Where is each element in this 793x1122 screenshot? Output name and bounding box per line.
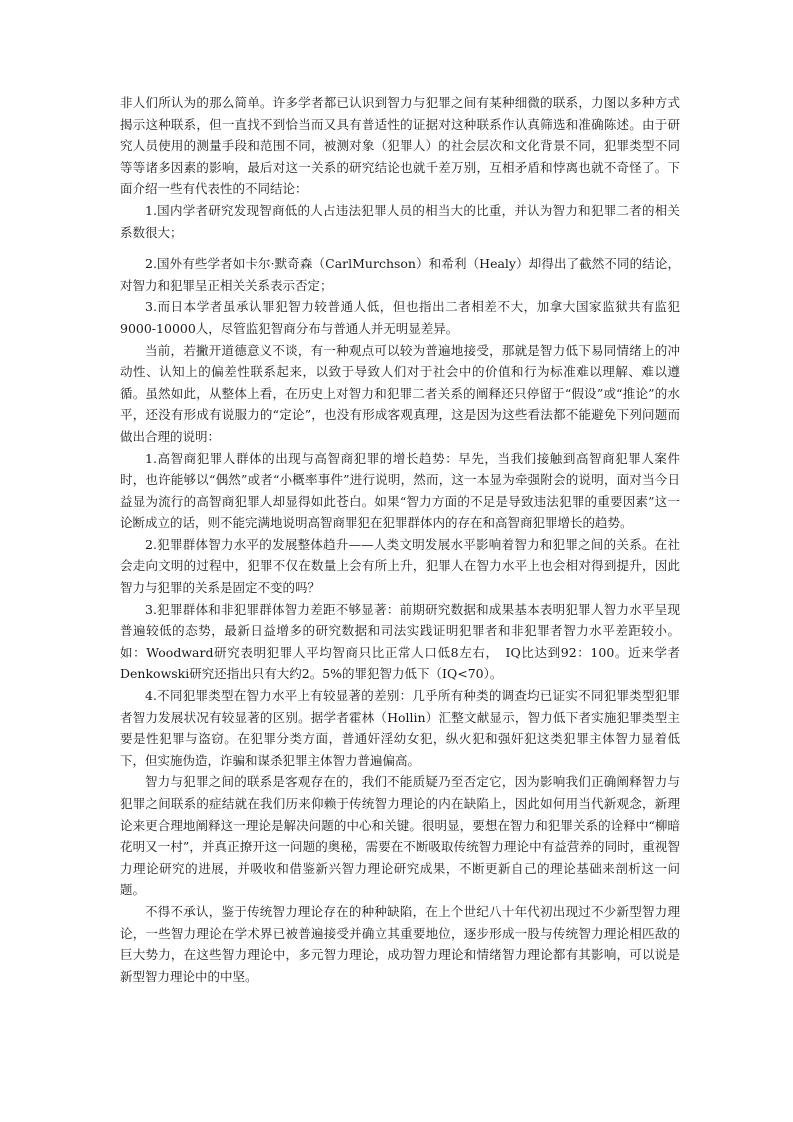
paragraph-intro-continued: 非人们所认为的那么简单。许多学者都已认识到智力与犯罪之间有某种细微的联系，力图以多种方式揭示这种联系，但一直找不到恰当而又具有普适性的证据对这种联系作认真筛选和准确陈述。由于研究人员使用的测量手段和范围不同，被测对象（犯罪人）的社会层次和文化背景不同，犯罪类型不同等等诸多因素的影响，最后对这一关系的研究结论也就千差万别，互相矛盾和悖离也就不奇怪了。下面介绍一些有代表性的不同结论：: [120, 95, 680, 197]
document-page: [120, 92, 680, 987]
paragraph-relationship: 智力与犯罪之间的联系是客观存在的，我们不能质疑乃至否定它，因为影响我们正确阐释智力与犯罪之间联系的症结就在我们历来仰赖于传统智力理论的内在缺陷上，因此如何用当代新观念，新理论来更合理地阐释这一理论是解决问题的中心和关键。很明显，要想在智力和犯罪关系的诠释中“柳暗花明又一村”，并真正撩开这一问题的奥秘，需要在不断吸取传统智力理论中有益营养的同时，重视智力理论研究的进展，并吸收和借鉴新兴智力理论研究成果，不断更新自己的理论基础来剖析这一问题。: [120, 774, 680, 898]
paragraph-new-theories: 不得不承认，鉴于传统智力理论存在的种种缺陷，在上个世纪八十年代初出现过不少新型智力理论，一些智力理论在学术界已被普遍接受并确立其重要地位，逐步形成一股与传统智力理论相匹敌的巨大势力，在这些智力理论中，多元智力理论，成功智力理论和情绪智力理论都有其影响，可以说是新型智力理论中的中坚。: [120, 903, 680, 984]
paragraph-issue-4: 4.不同犯罪类型在智力水平上有较显著的差别：几乎所有种类的调查均已证实不同犯罪类型犯罪者智力发展状况有较显著的区别。据学者霍林（Hollin）汇整文献显示，智力低下者实施犯罪类型主要是性犯罪与盗窃。在犯罪分类方面，普通奸淫幼女犯，纵火犯和强奸犯这类犯罪主体智力显着低下，但实施伪造，诈骗和谋杀犯罪主体智力普遍偏高。: [120, 688, 680, 768]
paragraph-issue-2: 2.犯罪群体智力水平的发展整体趋升——人类文明发展水平影响着智力和犯罪之间的关系。在社会走向文明的过程中，犯罪不仅在数量上会有所上升，犯罪人在智力水平上也会相对得到提升，因此智力与犯罪的关系是固定不变的吗？: [120, 536, 680, 596]
paragraph-conclusion-2: 2.国外有些学者如卡尔·默奇森（CarlMurchson）和希利（Healy）却得出了截然不同的结论，对智力和犯罪呈正相关关系表示否定；: [120, 256, 680, 293]
paragraph-issue-3: 3.犯罪群体和非犯罪群体智力差距不够显著：前期研究数据和成果基本表明犯罪人智力水平呈现普遍较低的态势，最新日益增多的研究数据和司法实践证明犯罪者和非犯罪者智力水平差距较小。如：Woodward研究表明犯罪人平均智商只比正常人口低8左右， IQ比达到92：100。近来学者Denkowski研究还指出只有大约2。5%的罪犯智力低下（IQ<70）。: [120, 601, 680, 682]
paragraph-conclusion-3: 3.而日本学者虽承认罪犯智力较普通人低，但也指出二者相差不大，加拿大国家监狱共有监犯9000-10000人，尽管监犯智商分布与普通人并无明显差异。: [120, 299, 680, 336]
paragraph-current-view: 当前，若撇开道德意义不谈，有一种观点可以较为普遍地接受，那就是智力低下易同情绪上的冲动性、认知上的偏差性联系起来，以致于导致人们对于社会中的价值和行为标准难以理解、难以遵循。虽然如此，从整体上看，在历史上对智力和犯罪二者关系的阐释还只停留于“假设”或“推论”的水平，还没有形成有说服力的“定论”，也没有形成客观真理，这是因为这些看法都不能避免下列问题而做出合理的说明：: [120, 342, 680, 444]
paragraph-conclusion-1: 1.国内学者研究发现智商低的人占违法犯罪人员的相当大的比重，并认为智力和犯罪二者的相关系数很大；: [120, 202, 680, 240]
paragraph-issue-1: 1.高智商犯罪人群体的出现与高智商犯罪的增长趋势：早先，当我们接触到高智商犯罪人案件时，也许能够以“偶然”或者“小概率事件”进行说明，然而，这一本显为牵强附会的说明，面对当今日益显为流行的高智商犯罪人却显得如此苍白。如果“智力方面的不足是导致违法犯罪的重要因素”这一论断成立的话，则不能完满地说明高智商罪犯在犯罪群体内的存在和高智商犯罪增长的趋势。: [120, 450, 680, 531]
